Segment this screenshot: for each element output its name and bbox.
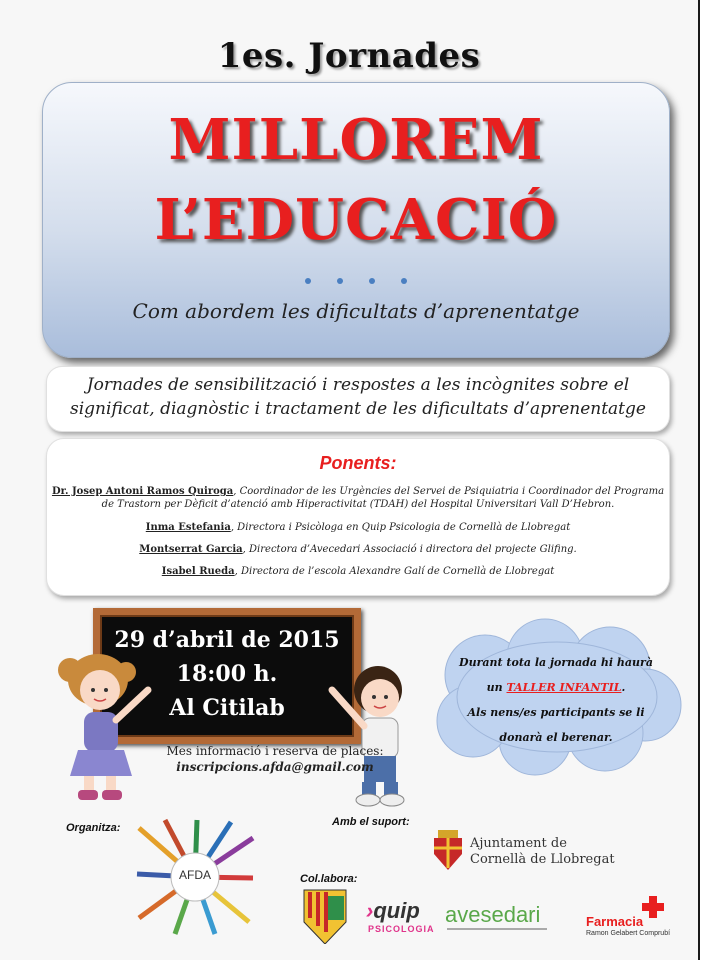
speaker-2: [47, 521, 669, 534]
cloud-line3: Als nens/es participants se li: [467, 706, 645, 719]
event-date: 29 d’abril de 2015: [114, 627, 340, 653]
cloud-text: [445, 650, 667, 750]
ajuntament-line1: Ajuntament de: [470, 836, 567, 851]
taller-infantil: TALLER INFANTIL: [506, 681, 622, 694]
pre-title: 1es. Jornades: [217, 36, 481, 76]
coat-of-arms-icon: [432, 830, 464, 870]
speaker-3: [47, 543, 669, 556]
farmacia-logo: Farmacia: [586, 914, 644, 929]
description-line1: Jornades de sensibilització i respostes a les incògnites sobre el: [86, 375, 630, 395]
main-title-line2: L’EDUCACIÓ: [154, 187, 558, 253]
ajuntament-logo-text: [470, 836, 615, 868]
school-shield-icon: [302, 888, 348, 944]
organitza-label: Organitza:: [66, 822, 121, 834]
speaker-name: Dr. Josep Antoni Ramos Quiroga: [51, 486, 234, 497]
right-border: [698, 0, 720, 960]
speaker-name: Isabel Rueda: [161, 566, 235, 577]
ponents-box: [46, 438, 670, 596]
boy-illustration-icon: [318, 660, 428, 810]
speaker-name: Inma Estefania: [145, 522, 231, 533]
speaker-1: [47, 485, 669, 511]
speaker-4: [47, 565, 669, 578]
quip-logo-sub: PSICOLOGIA: [368, 924, 435, 934]
speaker-name: Montserrat Garcia: [139, 544, 243, 555]
speaker-role: , Directora de l’escola Alexandre Galí de Cornellà de Llobregat: [234, 566, 555, 577]
quip-logo: ›quip: [366, 898, 420, 923]
info-label: Mes informació i reserva de places:: [166, 744, 384, 758]
dots-divider: [43, 269, 669, 288]
main-title-line1: MILLOREM: [168, 107, 544, 173]
speaker-role: , Coordinador de les Urgències del Servei de Psiquiatria i Coordinador del Programa: [233, 486, 665, 497]
ponents-title: Ponents:: [319, 453, 397, 473]
speaker-role-cont: de Trastorn per Dèficit d’atenció amb Hiperactivitat (TDAH) del Hospital Universitari Vall D’Hebron.: [101, 499, 615, 510]
event-place: Al Citilab: [169, 695, 285, 721]
description-line2: significat, diagnòstic i tractament de les dificultats d’aprenentatge: [70, 399, 646, 419]
info-email[interactable]: inscripcions.afda@gmail.com: [176, 760, 374, 774]
girl-illustration-icon: [50, 650, 160, 815]
colabora-label: Col.labora:: [300, 873, 358, 885]
cloud-line1: Durant tota la jornada hi haurà: [459, 656, 653, 669]
event-time: 18:00 h.: [176, 661, 278, 687]
speaker-role: , Directora d’Avecedari Associació i directora del projecte Glifing.: [242, 544, 577, 555]
quip-logo-text: quip: [373, 898, 420, 923]
farmacia-logo-sub: Ramon Gelabert Comprubí: [586, 930, 671, 937]
ajuntament-line2: Cornellà de Llobregat: [470, 852, 615, 867]
description-box: [46, 366, 670, 432]
suport-label: Amb el suport:: [332, 816, 410, 828]
speaker-role: , Directora i Psicòloga en Quip Psicologia de Cornellà de Llobregat: [230, 522, 571, 533]
afda-logo: [135, 818, 255, 936]
subtitle: Com abordem les dificultats d’aprenentatge: [132, 299, 580, 323]
cloud-line2: un TALLER INFANTIL.: [486, 681, 626, 694]
afda-logo-text: AFDA: [178, 868, 211, 882]
avesedari-logo: avesedari: [445, 902, 541, 927]
avesedari-underline: [447, 928, 547, 930]
cloud-line4: donarà el berenar.: [499, 731, 613, 744]
title-box: [42, 82, 670, 358]
pharmacy-cross-icon: [642, 896, 664, 918]
